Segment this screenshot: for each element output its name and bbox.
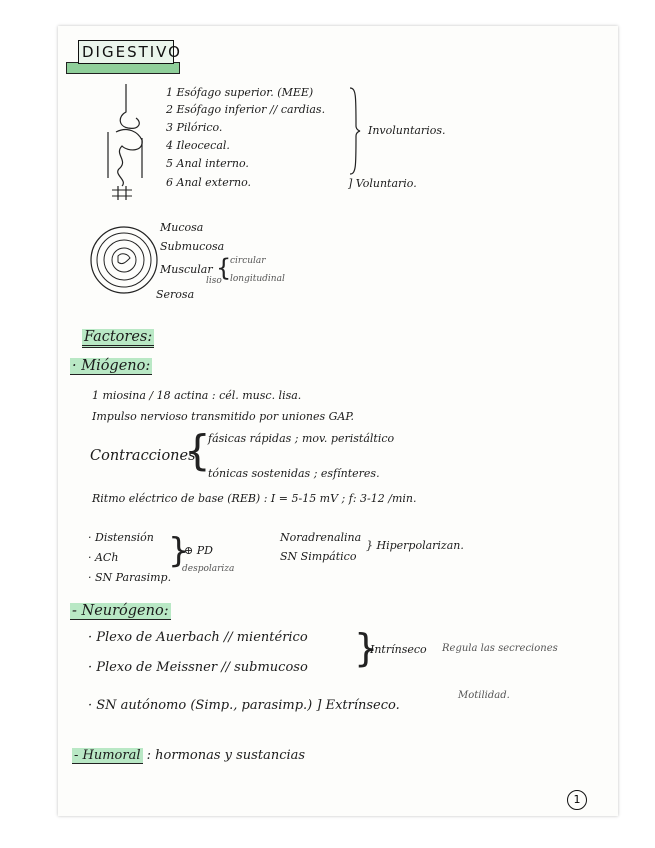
depol-brace: }	[168, 531, 190, 571]
gut-cross-section-icon	[88, 224, 160, 296]
humoral-heading-text: - Humoral	[74, 748, 141, 763]
miogeno-heading	[70, 358, 152, 374]
layer-mucosa: Mucosa	[160, 221, 204, 234]
depol-distension: · Distensión	[88, 531, 154, 544]
contracciones-brace: {	[184, 426, 211, 475]
neurogeno-heading	[70, 603, 171, 619]
plexo-auerbach: · Plexo de Auerbach // mientérico	[88, 630, 308, 645]
contracciones-label: Contracciones	[90, 448, 196, 464]
sphincter-4: 4 Ileocecal.	[166, 139, 230, 152]
page-number: 1	[567, 790, 587, 810]
sphincter-5: 5 Anal interno.	[166, 157, 249, 170]
notebook-page	[58, 26, 618, 816]
layer-serosa: Serosa	[156, 288, 195, 301]
hiperpolarizan-label: } Hiperpolarizan.	[366, 539, 464, 552]
pd-label: ⊕ PD	[184, 544, 213, 557]
muscular-circular: circular	[230, 256, 266, 266]
sn-simpatico-label: SN Simpático	[280, 550, 357, 563]
layer-muscular: Muscular	[160, 263, 213, 276]
sphincter-6: 6 Anal externo.	[166, 176, 252, 189]
digestive-tract-sketch	[98, 82, 158, 202]
miogeno-line-2: Impulso nervioso transmitido por uniones GAP.	[92, 410, 355, 423]
motilidad-label: Motilidad.	[458, 690, 510, 701]
noradrenalina-label: Noradrenalina	[280, 531, 362, 544]
plexo-meissner: · Plexo de Meissner // submucoso	[88, 660, 308, 675]
intrinseco-label: Intrínseco	[370, 643, 427, 656]
neurogeno-heading-text: - Neurógeno:	[72, 603, 169, 619]
sphincter-2: 2 Esófago inferior // cardias.	[166, 103, 326, 116]
page-title: DIGESTIVO	[82, 43, 182, 61]
miogeno-line-1: 1 miosina / 18 actina : cél. musc. lisa.	[92, 389, 302, 402]
involuntary-brace	[348, 86, 362, 176]
despolariza-label: despolariza	[182, 564, 235, 574]
sn-autonomo-line: · SN autónomo (Simp., parasimp.) ] Extrínseco.	[88, 698, 400, 713]
intrinseco-brace: }	[354, 626, 379, 670]
muscular-brace: {	[216, 254, 232, 282]
regula-label: Regula las secreciones	[442, 643, 558, 654]
voluntary-label: ] Voluntario.	[348, 177, 417, 190]
fasicas-line: fásicas rápidas ; mov. peristáltico	[208, 432, 395, 445]
muscular-sub: liso	[206, 276, 222, 286]
humoral-line	[72, 748, 305, 763]
sphincter-1: 1 Esófago superior. (MEE)	[166, 86, 314, 99]
muscular-longitudinal: longitudinal	[230, 274, 285, 284]
sphincter-3: 3 Pilórico.	[166, 121, 223, 134]
involuntary-label: Involuntarios.	[368, 124, 446, 137]
depol-ach: · ACh	[88, 551, 119, 564]
factores-heading	[82, 329, 154, 345]
layer-submucosa: Submucosa	[160, 240, 225, 253]
miogeno-heading-text: · Miógeno:	[72, 358, 151, 374]
depol-sn-parasimp: · SN Parasimp.	[88, 571, 172, 584]
tonicas-line: tónicas sostenidas ; esfínteres.	[208, 467, 380, 480]
factores-heading-text: Factores:	[82, 329, 154, 348]
reb-line: Ritmo eléctrico de base (REB) : I = 5-15 mV ; f: 3-12 /min.	[92, 492, 417, 505]
humoral-rest: : hormonas y sustancias	[146, 748, 306, 763]
